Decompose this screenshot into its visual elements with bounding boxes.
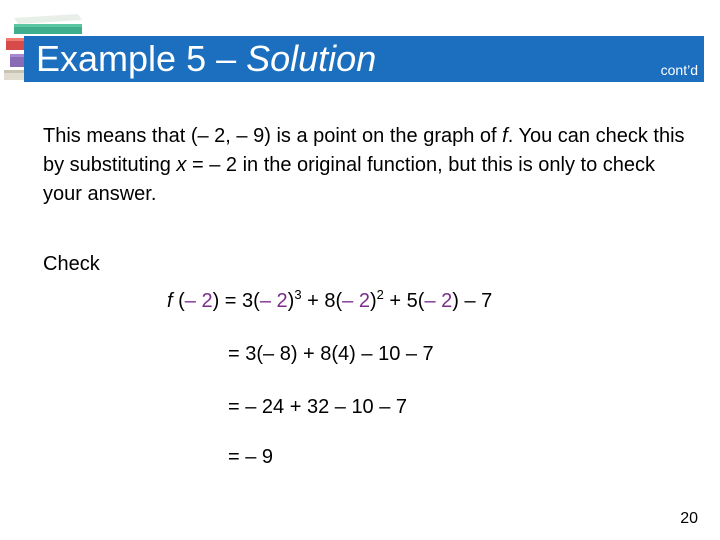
highlighted-value: – 2: [184, 290, 213, 312]
text-segment: . You can check this by substituting: [43, 125, 685, 176]
eq-text: ): [369, 290, 377, 312]
exponent: 3: [294, 287, 302, 302]
text-segment: = – 2 in the original function, but this is only to check your answer.: [43, 154, 656, 205]
eq-text: ) – 7: [452, 290, 493, 312]
text-segment: This means that (– 2, – 9) is a point on the graph of: [43, 125, 503, 147]
page-number: 20: [680, 510, 698, 527]
eq-text: ) = 3(: [212, 290, 260, 312]
highlighted-value: – 2: [424, 290, 453, 312]
function-name: f: [167, 290, 173, 312]
exponent: 2: [376, 287, 384, 302]
equation-line-2: = 3(– 8) + 8(4) – 10 – 7: [228, 343, 434, 365]
x-variable: x: [176, 154, 187, 176]
highlighted-value: – 2: [259, 290, 288, 312]
function-variable: f: [502, 125, 508, 147]
equation-line-3: = – 24 + 32 – 10 – 7: [228, 396, 408, 418]
title-italic: Solution: [246, 38, 377, 79]
eq-text: (: [172, 290, 185, 312]
check-heading: Check: [43, 253, 100, 275]
title-main: Example 5 –: [36, 38, 247, 79]
equation-line-4: = – 9: [228, 446, 274, 468]
eq-text: ): [287, 290, 295, 312]
eq-text: + 8(: [301, 290, 343, 312]
slide-title: [36, 36, 376, 82]
eq-text: + 5(: [383, 290, 425, 312]
highlighted-value: – 2: [342, 290, 370, 312]
explanation-paragraph: [43, 122, 693, 209]
equation-line-1: [167, 287, 493, 313]
continued-label: cont’d: [660, 62, 698, 78]
